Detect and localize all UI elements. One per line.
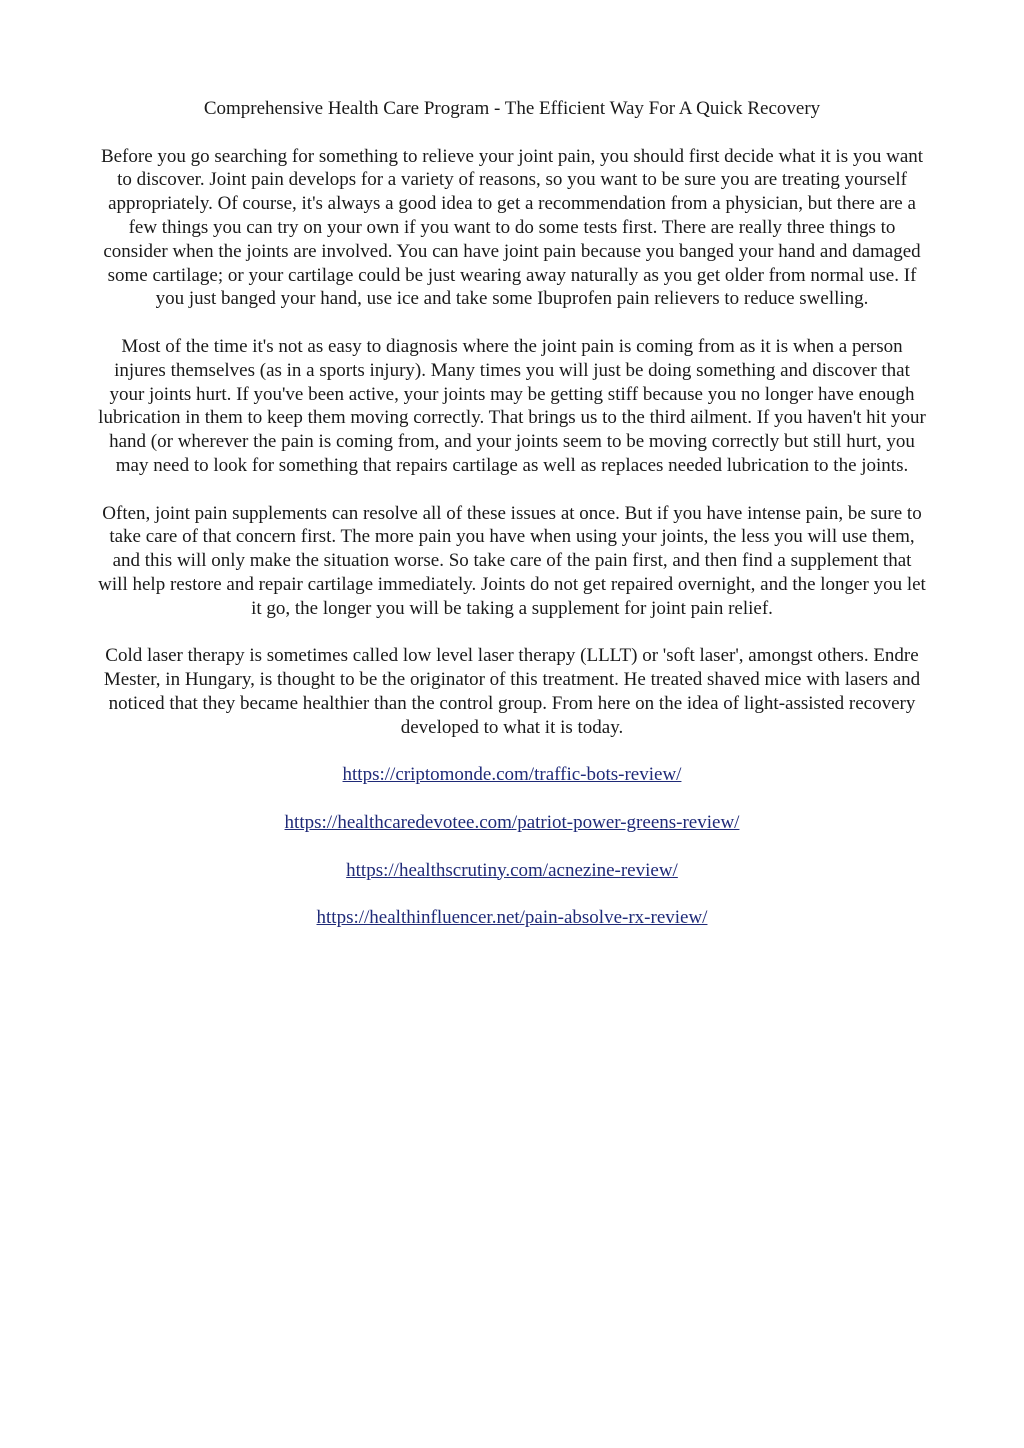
paragraph-cold-laser-therapy: Cold laser therapy is sometimes called low level laser therapy (LLLT) or 'soft laser', amongst others. Endre Mester, in Hungary, is thought to be the originator of this treatment. He treated shaved mice with lasers and noticed that they became healthier than the control group. From here on the idea of light-assisted recovery developed to what it is today.	[103, 645, 921, 738]
link-patriot-power-greens-review[interactable]: https://healthcaredevotee.com/patriot-power-greens-review/	[284, 811, 740, 833]
paragraph-diagnosis: Most of the time it's not as easy to diagnosis where the joint pain is coming from as it is when a person injures themselves (as in a sports injury). Many times you will just be doing something and discover that your joints hurt. If you've been active, your joints may be getting stiff because you no longer have enough lubrication in them to keep them moving correctly. That brings us to the third ailment. If you haven't hit your hand (or wherever the pain is coming from, and your joints seem to be moving correctly but still hurt, you may need to look for something that repairs cartilage as well as replaces needed lubrication to the joints.	[98, 335, 926, 476]
paragraph-supplements: Often, joint pain supplements can resolve all of these issues at once. But if you have intense pain, be sure to take care of that concern first. The more pain you have when using your joints, the less you will use them, and this will only make the situation worse. So take care of the pain first, and then find a supplement that will help restore and repair cartilage immediately. Joints do not get repaired overnight, and the longer you let it go, the longer you will be taking a supplement for joint pain relief.	[98, 502, 926, 619]
link-pain-absolve-rx-review[interactable]: https://healthinfluencer.net/pain-absolve-rx-review/	[316, 907, 708, 929]
reference-links-list	[96, 763, 928, 930]
link-traffic-bots-review[interactable]: https://criptomonde.com/traffic-bots-review/	[342, 764, 682, 786]
link-acnezine-review[interactable]: https://healthscrutiny.com/acnezine-review/	[346, 859, 678, 881]
paragraph-joint-pain-intro: Before you go searching for something to relieve your joint pain, you should first decide what it is you want to discover. Joint pain develops for a variety of reasons, so you want to be sure you are treating yourself appropriately. Of course, it's always a good idea to get a recommendation from a physician, but there are a few things you can try on your own if you want to do some tests first. There are really three things to consider when the joints are involved. You can have joint pain because you banged your hand and damaged some cartilage; or your cartilage could be just wearing away naturally as you get older from normal use. If you just banged your hand, use ice and take some Ibuprofen pain relievers to reduce swelling.	[100, 145, 924, 310]
document-title: Comprehensive Health Care Program - The Efficient Way For A Quick Recovery	[203, 98, 821, 119]
link-item	[96, 811, 928, 835]
document-body	[96, 97, 928, 930]
link-item	[96, 763, 928, 787]
link-item	[96, 906, 928, 930]
link-item	[96, 859, 928, 883]
